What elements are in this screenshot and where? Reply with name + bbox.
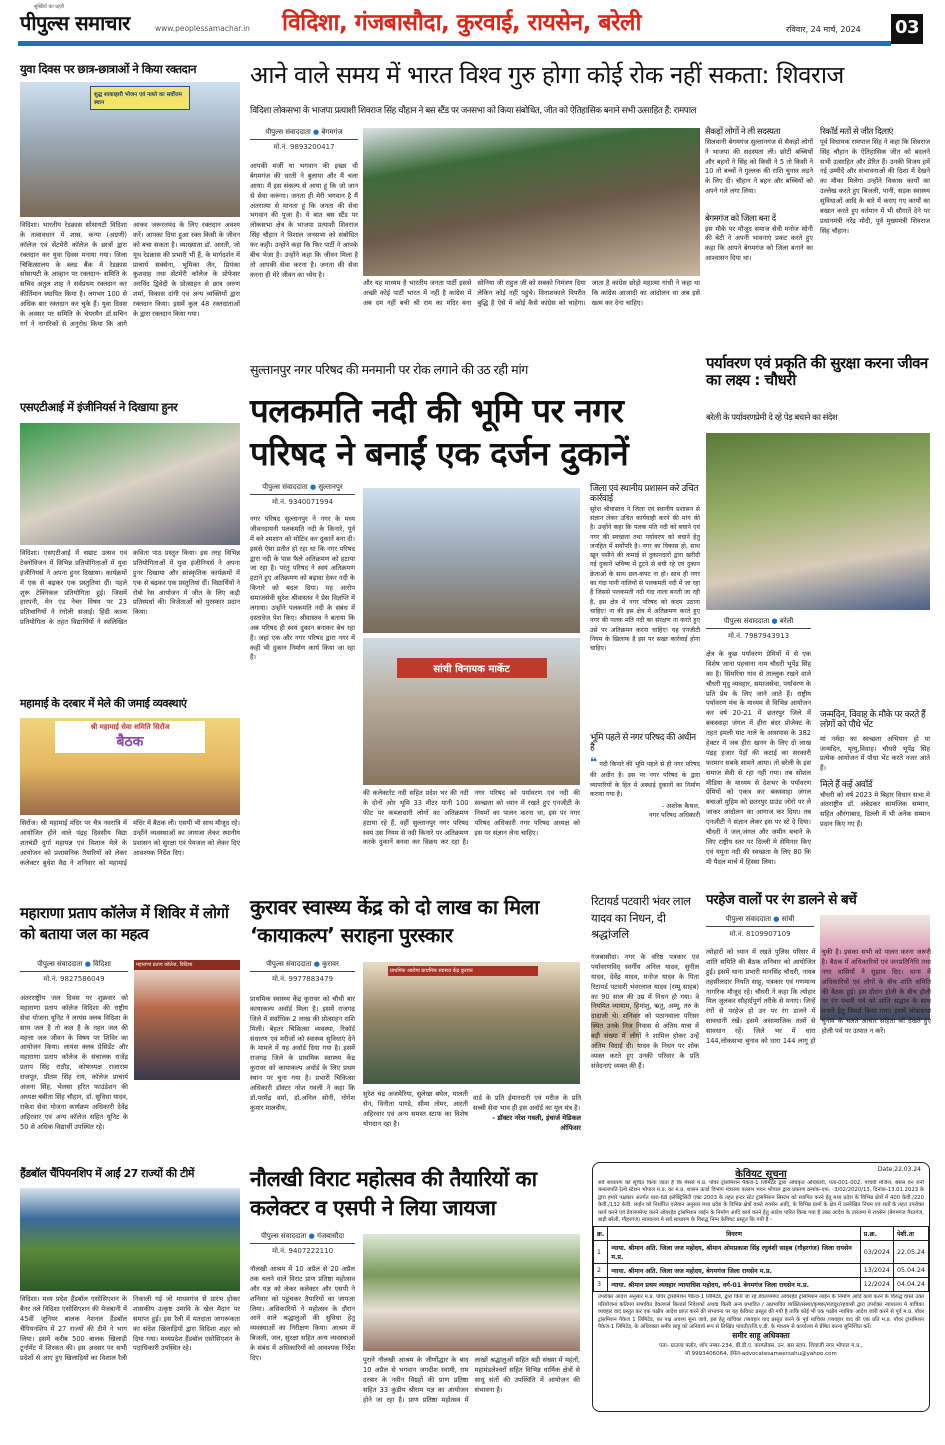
- reporter: पीपुल्स संवाददाता: [266, 960, 312, 968]
- palakmati-sidebar: [590, 484, 700, 819]
- chaudhary-photo: [706, 433, 930, 610]
- sidebar-text: सिलवानी बेगमगंज सुल्तानगंज से सैकड़ों लोगों ने भाजपा की सदस्यता ली। छोटी बच्चियों और बहनों ने सिंह को किसी ने 5 तो किसी ने 10 तो बच्चों ने गुल्लक की राशि चुनाव लड़ने के लिए दी। चौहान ने बहन और बच्चियों को अपने गले लगा लिया।: [705, 137, 813, 196]
- blood-donation-body: विदिशा। भारतीय रेडक्रास सोसायटी विदिशा के तत्वावधान में शास. कन्या (अग्रणी) कॉलेज एवं सेंटमेरी कॉलेज के छात्रों द्वारा रक्तदान कर युवा दिवस मनाया गया। जिला चिकित्सालय के ब्लड बैंक में रेडक्रास सोसायटी के आव्हान पर रक्तदान- समिति के सचिव अतुल शाह ने सर्वप्रथम रक्तदान कर कीर्तिमान स्थापित किया है। लगभग 100 से अधिक बार रक्तदान कर चुके हैं। युवा दिवस के अवसर पर समिति के चेयरमैन डॉ.सचिन गर्ग ने नागरिकों से अनुरोध किया कि आगे आकर जरूरतमंद के लिए रक्तदान अवश्य करें। आपका दिया हुआ रक्त किसी के जीवन को बचा सकता है। व्याख्याता डॉ. आरती, जो यूथ रेडक्रास की प्रभारी भी हैं, के मार्गदर्शन में प्राचार्य सक्सेना, भूमिका जैन, प्रियंका कुशवाह तथा सेंटमेरी कॉलेज के प्रोफेसर अरविंद द्विवेदी के प्रोत्साहन से छात्र अरुण शर्मा, विकास दांगी एवं अन्य व्यक्तियों द्वारा रक्तदान किया। इसमें कुल 48 रक्तदाताओं के द्वारा रक्तदान किया गया।: [20, 221, 240, 328]
- shivraj-subheadline: विदिशा लोकसभा के भाजपा प्रत्याशी शिवराज सिंह चौहान ने बस स्टैंड पर जनसभा को किया संबोधित, जीत को ऐतिहासिक बनाने सभी उत्साहित हैं: रामपाल: [250, 106, 696, 116]
- notice-intro: सर्व साधारण को सूचित किया जाता है कि मेसर्स म.प्र. पॉवर ट्रांसमिशन पैकेज-1 लिमिटेड द्वारा अधिकृत अधिकारी, पता-001-002, पांचवी मंजिल, बंसल वन रानी कमलापति रेल्वे स्टेशन भोपाल म.प्र. का म.प्र. शासन ऊर्जा विभाग मंत्रालय वल्लभ भवन भोपाल द्वारा प्रकरण क्रमांक-एफ. -3/02/2020/13, दिनांक-13.01.2023 के द्वारा हमारे पक्षकार अंतर्गत धारा-68 इलेक्ट्रिसिटी एक्ट 2003 के तहत इन्टर स्टेट ट्रांसमिशन सिस्टम को स्थापित करने हेतु मध्य प्रदेश के विभिन्न क्षेत्रों में 400 केवी./220 केवी./132 केवी. लाईन को निर्धारित एलेवान अनुसार मध्य प्रदेश के विभिन्न क्षेत्रों वास्ते रायसेन आदि, के विभिन्न ग्रामों के क्षेत्र में उल्लेखित नियम एवं शर्तों के तहत उपरोक्त कार्य करने एवं डेवलपमेण्ट करने ओवरहेड ट्रांसमिशन लाईन के निर्माण आदि कार्य करने हेतु आदेश पारित किया गया है उक्त आदेश के तारतम्य मे रायसेन (बेगमगंज गैरतगंज, बाड़ी बरेली, गौहरगंज) न्यायालय मे सर्व साधारण के विरुद्ध निम्न केवियट प्रस्तुत कि गयी है -: [598, 1180, 924, 1224]
- sidebar-text: पूर्व विधायक रामपाल सिंह ने कहा कि शिवराज सिंह चौहान के ऐतिहासिक जीत को बदलने सभी उत्साहित और प्रेरित हैं। उनकी विजय हमें नई उम्मीदें और संभावनाओं की दिशा में देखने का मौका मिलेगा उन्होंने विकास कार्यों का उल्लेख करते हुए बिजली, पानी, सड़क स्वास्थ्य सुविधाओं आदि के बारे में कराए गए कार्यों का बखान करते हुए वर्तमान में भी सौगातें देने पर प्रधानमंत्री नरेंद्र मोदी, पूर्व मुख्यमंत्री शिवराज सिंह चौहान।: [820, 137, 930, 235]
- place: गंजबासौदा: [317, 1232, 345, 1240]
- handball-photo: [20, 1188, 240, 1291]
- sidebar-heading: रिकॉर्ड मतों से जीत दिलाएं: [820, 127, 893, 137]
- maharana-byline: पीपुल्स संवाददाता ● विदिशा मो.नं. 9827586049: [20, 960, 128, 984]
- notice-date: Date:22.03.24: [877, 1166, 921, 1173]
- chaudhary-body: क्षेत्र के कुछ पर्यावरण प्रेमियों में से एक विशेष जाना पहचाना नाम चौधरी भूपेंद्र सिंह का है। सिमरिया गांव से ताल्लुक रखने वाले चौधरी मृदु व्यवहार, समाजसेवा, पर्यावरण के प्रति प्रेम के लिए जाने जाते हैं। राष्ट्रीय पर्यावरण मंच के माध्यम से विभिन्न आयोजन कर वर्ष 20-21 में छतरपुर जिले में बकस्वाहा जंगल में हीरा बंदर प्रोजेक्ट के तहत इमली घाट नाले के आसपास के 382 हेक्टर में जब हीरा खनन के लिए दो लाख पंद्रह हजार पेड़ों की कटाई का सरकारी फरमान सबके सामने आया। तो बरेली के इस समाज सेवी से रहा नहीं गया। तब सोशल मीडिया के माध्यम से देशभर के पर्यावरण प्रेमियों को एकत्र कर बकस्वाहा जंगल बचाओ मुहिम को छतरपुर ग्राउंड जोरो पर ले जाकर आंदोलन का आगाज कर दिया। तब एनजीटी ने संज्ञान लेकर इस पर स्टे दे दिया। चौधरी ने जल,जंगल और जमीन बचाने के लिए राष्ट्रीय स्तर पर दिल्ली मे सेमिनार किए एवं यमुना नदी की स्वच्छता के लिए 80 कि मी पैदल मार्च में हिस्सा लिया।: [706, 650, 811, 866]
- kurawar-byline: पीपुल्स संवाददाता ● कुरावर मो.नं. 9977883479: [250, 960, 355, 984]
- website-link[interactable]: www.peoplessamachar.in: [155, 24, 250, 33]
- quote-author: - डॉक्टर नरेश गवली, इंचार्ज मेडिकल ऑफिसर: [492, 1113, 581, 1132]
- newspaper-logo: पीपुल्स समाचार: [20, 11, 130, 35]
- reporter: पीपुल्स संवाददाता: [265, 128, 311, 136]
- banner-text: प्राथमिक आरोग्य प्राथमिक स्वास्थ्य केंद्र कुरावर: [388, 966, 538, 976]
- reporter-mobile: मो.नं. 9827586049: [43, 975, 105, 983]
- banner-text: महाराणा प्रताप कॉलेज, विदिशा: [134, 960, 240, 970]
- sidebar-text: इस मौके पर मौजूद समाज सेवी मनोज सोनी की बेटी ने अपनी भावनाएं प्रकट करते हुए कहा कि आपने बेगमगंज को जिला बनाने का आश्वासन दिया था।: [705, 224, 813, 263]
- patwari-body: गंजबासौदा। नगर के वरिष्ठ पत्रकार एवं पर्यावरणविद् स्वर्गीय अनिल यादव, सुनील यादव, देवेंद्र यादव, मनोज यादव के पिता रिटायर्ड पटवारी भंवरलाल यादव (रम्मू साहब) का 90 साल की उम्र में निधन हो गया। वे नियमित व्यायाम, हिमांशु, ऋतु, अम्मू, तरु के दादाजी थे। शनिवार को पठानवाला परिसर स्थित उनके निज निवास से अंतिम यात्रा में बड़ी संख्या में लोगों ने शामिल होकर उन्हें अंतिम विदाई दी। यादव के निधन पर शोक व्यक्त करते हुए उनकी परिवार के प्रति संवेदनाएं व्यक्त की हैं।: [591, 953, 699, 1070]
- mahamai-body: सिरोंज। श्री महामाई मंदिर पर चैत्र नवरात्रि में आयोजित होने वाले पंद्रह दिवसीय विद्या शतचंडी दुर्गा महायज्ञ एवं विशाल मेले के आयोजन को प्रशासनिक तैयारियों को लेकर कलेक्टर बुधेश वैद्य ने शनिवार को महामाई मंदिर में बैठक ली। एसपी भी साथ मौजूद रहे। उन्होंने व्यवस्थाओं का जायजा लेकर स्थानीय प्रशासन को सुरक्षा एवं पेयजल को लेकर दिए आवश्यक निर्देश दिए।: [20, 819, 240, 867]
- sidebar-heading: सैकड़ों लोगों ने ली सदस्यता: [705, 127, 781, 137]
- palakmati-kicker: सुल्तानपुर नगर परिषद की मनमानी पर रोक लगाने की उठ रही मांग: [250, 362, 528, 377]
- sidebar-heading: मिले हैं कई अवॉर्ड: [820, 780, 873, 791]
- shivraj-sidebar-1: [705, 128, 813, 325]
- place: बेगमगंज: [321, 128, 343, 136]
- quote-author-role: नगर परिषद अधिकारी: [649, 811, 700, 820]
- shivraj-byline: पीपुल्स संवाददाता ● बेगमगंज मो.नं. 9893200417: [250, 128, 358, 152]
- palakmati-byline: पीपुल्स संवाददाता ● सुल्तानपुर मो.नं. 9340071994: [250, 483, 355, 507]
- sati-photo: [20, 423, 240, 545]
- kurawar-award-photo: [363, 962, 580, 1084]
- market-sign: सांची विनायक मार्केट: [397, 658, 547, 678]
- place: सांची: [781, 915, 795, 923]
- palakmati-headline: पलकमति नदी की भूमि पर नगर परिषद ने बनाईं एक दर्जन दुकानें: [250, 391, 629, 473]
- notice-signatory: समीर साहू अधिवक्ता: [732, 1331, 790, 1341]
- maharana-photo: [134, 960, 240, 1080]
- sidebar-heading: जिला एवं स्थानीय प्रशासन करे उचित कार्रवाई: [590, 484, 699, 505]
- notice-contact: मो 9993406064, ईमेल-advocatesameersahu@yahoo.com: [685, 1351, 837, 1358]
- table-row: 1 न्याया. श्रीमान अति. जिला जज महोदय, श्रीमान ओमप्रकाश सिंह रघुवंशी साहब (गौहरगंज) जिला रायसेन म.प्र. 03/2024 22.05.24: [594, 1241, 929, 1264]
- handball-body: विदिशा। मध्य प्रदेश हैंडबॉल एसोसिएशन के बैनर तले विदिशा एसोसिएशन की मेजबानी में 45वीं जूनियर बालक नेशनल हैंडबॉल चैंपियनशिप में 27 राज्यों की टीमें ने भाग लिया। इसमें करीब 500 बालक खिलाड़ी टूर्नामेंट में शिरकत की। इस अवसर पर सभी प्रदेशों से आए हुए खिलाड़ियों का विशाल रैली निकाली गई जो माधवगंज से प्रारंभ होकर शासकीय उत्कृष्ट उमावि के खेल मैदान पर समाप्त हुई। इस रैली में मतदाता जागरूकता का संदेश खिलाड़ियों द्वारा विदिशा शहर को दिया गया। मध्यप्रदेश हैंडबॉल एसोसिएशन के पदाधिकारी उपस्थित रहे।: [20, 1295, 240, 1363]
- holi-byline: पीपुल्स संवाददाता ● सांची मो.नं. 8109907109: [706, 915, 814, 939]
- column-header: क्र.: [594, 1227, 608, 1241]
- market-gate-photo: [363, 638, 580, 785]
- reporter-mobile: मो.नं. 9407222110: [271, 1247, 334, 1255]
- chaudhary-byline: पीपुल्स संवाददाता ● बरेली मो.नं. 7987943913: [706, 617, 811, 641]
- kurawar-body: प्राथमिक स्वास्थ्य केंद्र कुरावर को चौथी बार कायाकल्प अवॉर्ड मिला है। इसमें राजगढ़ जिले में सर्वाधिक 2 लाख की प्रोत्साहन राशि मिली। बेहतर चिकित्सा व्यवस्था, रिकॉर्ड संधारण एवं मरीजों को स्वास्थ्य सुविधाएं देने के मामले में यह अवॉर्ड दिया गया है। इसमें राजगढ़ जिले के प्राथमिक स्वास्थ्य केंद्र कुरावर को कायाकल्प अवॉर्ड के लिए प्रथम स्थान पर चुना गया है। प्रभारी चिकित्सा अधिकारी डॉक्टर नरेश गवली ने कहा कि डॉ.परमेंद्र वर्मा, डॉ.अनिल सोनी, योगेश कुमार मालवीय,: [250, 995, 355, 1112]
- notice-body: उपरोक्त आदेश अनुसार म.प्र. पॉवर ट्रांसमिशन पैकेज-1 लिमिटेड, द्वारा किये जा रहे डेवलपमेण्ट ओवरहेड ट्रांसमिशन लाईन के निर्माण आदि कार्य करने के विरुद्ध वास्ते उक्त परियोजना कतिपय संभावित डेवलपर्स बिल्डर्स निवेशकों अथवा किसी अन्य प्रभावित / अप्रभावित व्यक्ति/संस्था/कृषक/मजदूर/रहवासी द्वारा उपरोक्त न्यायालय मे याचिका व्यवहार वाद प्रस्तुत कर एक पक्षीय आदेश प्राप्त करने की संभावना पर यह केवियट प्रस्तुत की गयी है ताकि कोई भी एक पक्षीय न्यायिक आदेश जारी करने से पूर्व म.प्र. पॉवर ट्रांसमिशन पैकेज 1 लिमिटेड, का पक्ष अवश्य सुना जावे, इस हेतु याचिका /व्यवहार वाद प्रस्तुत करने के पूर्व याचिका /व्यवहार वाद की एक प्रति म.प्र. पॉवर ट्रांसमिशन पैकेज-1 लिमिटेड, के अधिवक्ता समीर साहू को अनिवार्य रूप से लिखित पावती/रजि.ए.डी. के माध्यम से कार्यालय मे प्रेषित करना सुनिश्चित करें।: [598, 1294, 924, 1331]
- naulakhi-headline: नौलखी विराट महोत्सव की तैयारियों का कलेक्टर व एसपी ने लिया जायजा: [250, 1167, 537, 1221]
- masthead-rule: [18, 41, 891, 46]
- photo-banner: शुद्ध शाकाहारी भोजन एवं नाश्ते का सर्वोत्तम स्थान: [90, 86, 190, 110]
- shivraj-rally-photo: [363, 128, 700, 276]
- reporter: पीपुल्स संवाददाता: [260, 1232, 307, 1240]
- column-header: विवरण: [608, 1227, 861, 1241]
- reporter-mobile: मो.नं. 8109907109: [729, 930, 791, 938]
- masthead-tagline: सुर्खियों का प्रहरी: [34, 4, 65, 10]
- mahamai-photo: [20, 718, 240, 815]
- blood-donation-photo: [20, 82, 240, 217]
- reporter-mobile: मो.नं. 7987943913: [727, 632, 790, 640]
- palakmati-body-continued: की कलेक्टरेट नदी सहित प्रदेश भर की नदी के दोनों ओर भूमि 33 मीटर यानी 100 फीट पर कब्जाधारी लोगों का अतिक्रमण हटाया रहे हैं, वहीं सुल्तानपुर नगर परिषद स्वयं उस नियम से नदी किनारे पर अतिक्रमण करके दुकानें बनवा कर विक्रय कर रहा है। नगर परिषद को पर्यावरण एवं नदी की स्वच्छता को ध्यान में रखते हुए एनजीटी के नियमों का पालन करना था, इस पर नगर परिषद अधिकारी नगर परिषद अध्यक्ष को इस पर संज्ञान लेना चाहिए।: [363, 789, 580, 847]
- reporter: पीपुल्स संवाददाता: [262, 483, 308, 491]
- blood-donation-headline: युवा दिवस पर छात्र-छात्राओं ने किया रक्तदान: [20, 62, 197, 76]
- naulakhi-inspection-photo: [363, 1234, 580, 1351]
- reporter: पीपुल्स संवाददाता: [37, 960, 83, 968]
- chaudhary-sidebar: [820, 710, 930, 830]
- sidebar-heading: बेगमगंज को जिला बना दें: [705, 213, 776, 224]
- sidebar-heading: जन्मदिन, विवाह के मौके पर करते हैं लोगों को पौधे भेंट: [820, 710, 926, 731]
- maharana-headline: महाराणा प्रताप कॉलेज में शिविर में लोगों को बताया जल का महत्व: [20, 904, 229, 943]
- caveat-notice: [592, 1162, 930, 1412]
- sidebar-heading: भूमि पहले से नगर परिषद की अधीन है: [590, 732, 696, 754]
- issue-date: रविवार, 24 मार्च, 2024: [786, 25, 861, 34]
- reporter: पीपुल्स संवाददाता: [723, 617, 770, 625]
- shivraj-headline: आने वाले समय में भारत विश्व गुरु होगा कोई रोक नहीं सकता: शिवराज: [250, 61, 844, 89]
- holi-body: त्योहारों को ध्यान में रखते पुलिस परिसर में शांति समिति की बैठक शनिवार को आयोजित हुई। इसमें थाना प्रभारी मानसिंह चौधरी, नायब तहसीलदार नियति साहू, पत्रकार एवं गणमान्य नागरिक मौजूद रहे। चौधरी ने कहा कि त्योहार मिल जुलकर सौहार्दपूर्ण तरीके से मनाएं। जिन्हें रंगों से परहेज हो उन पर रंग डालने में सावधानी रखें। इसमें असामाजिक तत्वों से सावधान रहें। जिले भर में धारा 144,लोकसभा चुनाव को धारा 144 लागू हो चुकी है। इसका सभी को पालन करना जरूरी है। बैठक में अधिकारियों एवं जनप्रतिनिधि तथा नगर वासियों ने सुझाव दिए। थाना में अधिकारियों एवं लोगों के बीच शांति समिति की बैठक हुई। इस दौरान होली के बीच होली पर रंग पंचमी पर्व को शांति सद्भाव के साथ मनाने हेतु विमर्श किया गया। इसमें लोकसभा चुनाव के चलते आचार संहिता को देखते हुए होली पर्व पर उत्पात न करें।: [706, 948, 931, 1046]
- masthead: [0, 0, 945, 46]
- sidebar-text: चौधरी को वर्ष 2023 मे बिहार विधान सभा मे अंतराष्ट्रीय डॉ. अंबेडकर सामजिक सम्मान, सहित औरंगाबाद, दिल्ली में भी अनेक सम्मान प्रदान किए गए हैं।: [820, 790, 930, 829]
- banner-text: बैठक: [116, 734, 144, 750]
- kurawar-headline: कुरावर स्वास्थ्य केंद्र को दो लाख का मिला ‘कायाकल्प’ सराहना पुरस्कार: [250, 895, 539, 947]
- official-quote: [590, 753, 700, 799]
- reporter: पीपुल्स संवाददाता: [725, 915, 772, 923]
- shivraj-body: आपकी मर्जी या भगवान की इच्छा थी बेगमगंज की धरती ने बुलाया और मैं चला आया। मैं इस संकल्प से आया हूं कि जो जान से सेवा करूंगा। जनता ही मेरी भगवान है मैं अंतरात्मा से मानता हूं कि जनता की सेवा भगवान की पूजा है। ये बात बस स्टैंड पर लोकसभा क्षेत्र के भाजपा प्रत्याशी शिवराज सिंह चौहान ने विशाल जनसभा को संबोधित कर कही। उन्होंने कहा कि फिर पार्टी ने आपके बीच भेजा है। उन्होंने कहा कि जीवन मिला है तो आपकी सेवा करना है। जनता की सेवा करना ही मेरे जीवन का ध्येय है।: [250, 162, 358, 279]
- sidebar-text: सुरेश श्रीवास्तव ने जिला एवं स्थानीय प्रशासन से संज्ञान लेकर उचित कार्यवाही करने की मांग की है। उन्होंने कहा कि पलक मति नदी को बचाने एवं नगर की स्वच्छता तथा पर्यावरण को बचाने हेतु जनहित में सर्वोपरि है। नगर का विकास हो, साथ खून पसीने की कमाई से दुकानदारों द्वारा खरीदी गई दुकानें भविष्य में टूटने से बची रहे एवं दुकान क्रेताओं के साथ छल-कपट ना हो। साथ ही नगर का गंदा पानी नालियों से पलकमती नदी में जा रहा है जिससे पलकमती नदी गंदा नाला बनती जा रही है, इस क्षेत्र में नगर परिषद को कदम उठाना चाहिए! ना की इस क्षेत्र में अतिक्रमण करते हुए नगर की पलक मति नदी का संरक्षण ना करते हुए उसे पर अतिक्रमन करना चाहिए! यह एनजीटी नियम के खिलाफ है इस पर सख्त कार्रवाई होना चाहिए।: [590, 505, 700, 653]
- shivraj-body-continued: और यह माध्यम है भारतीय जनता पार्टी इससे अच्छी कोई पार्टी भारत में नहीं है कांग्रेस में अब दम नहीं बची श्री राम का मंदिर बना सोनिया जी राहुल जी को सबको निमंत्रण दिया लेकिन कोई नहीं पहुंचे। विनाशकाले विपरीत बुद्धि है ऐसे में कोई कैसे कांग्रेस को चाहेगा। जाता है कांग्रेस छोड़ो महात्मा गांधी ने कहा था कि कांग्रेस आजादी का आंदोलन था अब इसे खत्म कर देना चाहिए।: [363, 279, 700, 307]
- reporter-mobile: मो.नं. 9977883479: [271, 975, 334, 983]
- place: विदिशा: [93, 960, 111, 968]
- place: बरेली: [779, 617, 794, 625]
- quote-icon: ❝: [590, 755, 598, 770]
- maharana-body: अंतरराष्ट्रीय जल दिवस पर शुक्रवार को महाराणा प्रताप कॉलेज विदिशा की राष्ट्रीय सेवा योजना यूनिट ने लायंस क्लब विदिशा के साथ जल है तो कल है के तहत जल की महत्ता जल जीवन के विषय पर शिविर का आयोजन किया। लायंस क्लब प्रेसिडेंट और महाराणा प्रताप कॉलेज के संचालक राजेंद्र प्रताप सिंह राठौड़, कोषाध्यक्ष राजाराम राजपूत, प्रीतम सिंह राय, कॉलेज प्राचार्य अंजना सिंह, भेलसा हरित फाउंडेशन की अध्यक्ष बबीता सिंह चौहान, डॉ. सुविधा यादव, राकेश सेवा योजना कार्यक्रम अधिकारी देवेंद्र अहिरवार एवं अन्य कॉलेज सहित यूनिट के 50 से अधिक विद्यार्थी उपस्थित रहे।: [20, 994, 128, 1131]
- palakmati-body: नगर परिषद सुल्तानपुर ने नगर के मध्य जीवनदायनी पलकमति नदी के किनारे, पूर्व में बने श्मशान को मोटिव कर दुकानें बना दी। इससे ऐसा प्रतीत हो रहा था कि नगर परिषद द्वारा नदी के पास फैले अतिक्रमण को हटाया जा रहा है। परंतु परिषद ने स्वयं अतिक्रमण हटाने हुए अतिक्रमण को बढ़ावा देकर नदी के किनारे को बदल दिया। यह आरोप समाजसेवी सुरेश श्रीवास्तव ने प्रेस विज्ञप्ति में लगाया। उन्होंने पलकमति नदी के संबंध में दस्तावेज पेश किए। श्रीवास्तव ने बताया कि अब परिषद ही स्वयं दुकान बनाकर बेच रहा है। जहां एक और नगर परिषद द्वारा नगर में कहीं भी दुकान निर्माण कार्य किया जा रहा है।: [250, 515, 355, 662]
- patwari-headline: रिटायर्ड पटवारी भंवर लाल यादव का निधन, दी श्रद्धांजलि: [591, 894, 691, 942]
- shivraj-sidebar-2: [820, 128, 930, 338]
- notice-title: केवियट सूचना: [735, 1169, 787, 1180]
- kurawar-quote: [473, 1094, 581, 1134]
- table-row: 3 न्याया. श्रीमान प्रथम व्यवहार न्यायाधिश महोदय, वर्ग-01 बेगमगंज जिला रायसेन म.प्र. 12/2024 04.04.24: [594, 1278, 929, 1292]
- naulakhi-byline: पीपुल्स संवाददाता ● गंजबासौदा मो.नं. 9407222110: [250, 1232, 355, 1256]
- handball-headline: हैंडबॉल चैंपियनशिप में आईं 27 राज्यों की टीमें: [20, 1167, 194, 1180]
- reporter-mobile: मो.नं. 9340071994: [271, 498, 334, 506]
- naulakhi-body: नौलखी आश्रम में 10 अप्रैल से 20 अप्रैल तक चलने वाले विराट प्राण प्रतिष्ठा महोत्सव और यज्ञ को लेकर कलेक्टर और एसपी ने शनिवार को पहुंचकर तैयारियों का जायजा लिया। अधिकारियों ने महोत्सव के दौरान आने वाले श्रद्धालुओं की सुविधा हेतु व्यवस्थाओं का निरीक्षण किया। आश्रम में बिजली, जल, सुरक्षा सहित अन्य व्यवस्थाओं के संबंध में अधिकारियों को आवश्यक निर्देश दिए।: [250, 1265, 355, 1363]
- shops-photo: [363, 488, 580, 633]
- notice-address: पता- ग्राउण्ड फ्लोर, शॉप नम्बर-234, बी.डी.ए. काम्प्लेक्स, उन. बस स्टाप, शिवाजी नगर भोपाल म.प्र.,: [659, 1343, 863, 1350]
- quote-text: नदी किनारे की भूमि पहले से ही नगर परिषद की अधीन है। इस पर नगर परिषद के द्वारा व्यापारियों के हित में अस्थाई दुकानों का निर्माण कराया गया है।: [590, 761, 700, 798]
- edition-title: विदिशा, गंजबासौदा, कुरवाई, रायसेन, बरेली: [282, 10, 641, 36]
- place: सुल्तानपुर: [318, 483, 343, 491]
- kurawar-body-continued: सुरेश चंद्र अजमेरिया, सुलेखा बघेल, मालती सेन, विनीता पाण्डे, सीमा तोमर, आरती अहिरवार एवं अन्य समस्त स्टाफ का विशेष योगदान रहा है।: [363, 1090, 468, 1128]
- naulakhi-body-continued: पुराने नौलखी आश्रम के जीर्णोद्धार के बाद 10 अप्रैल से भगवान जगदीश स्वामी, राम दरबार के नवीन विग्रहों की प्राण प्रतिष्ठा सहित 33 कुंडीय श्रीराम यज्ञ का आयोजन होने जा रहा है। प्राण प्रतिष्ठा महोत्सव में लाखों श्रद्धालुओं सहित बड़ी संख्या में महंतों, महामंडलेश्वरों सहित विभिन्न धार्मिक क्षेत्रों से साधु संतों की उपस्थिति में आयोजन की संभावना है।: [363, 1356, 580, 1404]
- sidebar-text: मां नर्मदा का स्वच्छता अभियान हो या जन्मदिन, मृत्यु,विवाह। चौधरी भूपेंद्र सिंह प्रत्येक आयोजन में पौधा भेंट करते नजर आते हैं।: [820, 734, 930, 773]
- banner-text: श्री महामाई सेवा समिति सिरोंज: [90, 723, 170, 731]
- quote-author: - अशोक कैथल,: [661, 802, 700, 811]
- quote-text: वार्ड के प्रति ईमानदारी एवं मरीज के प्रति सच्ची सेवा भाव ही इस अवॉर्ड का मूल मंत्र है।: [473, 1094, 581, 1112]
- chaudhary-headline: पर्यावरण एवं प्रकृति की सुरक्षा करना जीवन का लक्ष्य : चौधरी: [706, 354, 928, 390]
- column-header: पेशी.ता: [893, 1227, 928, 1241]
- caveat-table: [593, 1226, 929, 1292]
- sati-headline: एसएटीआई में इंजीनियर्स ने दिखाया हुनर: [20, 400, 178, 414]
- holi-headline: परहेज वालों पर रंग डालने से बचें: [706, 892, 857, 908]
- column-header: प्र.क्र.: [860, 1227, 893, 1241]
- table-row: 2 न्याया. श्रीमान अति. जिला जज महोदय, बेगमगंज जिला रायसेन म.प्र. 13/2024 05.04.24: [594, 1264, 929, 1278]
- sati-body: विदिशा। एसएटीआई में सम्राट उत्सव एवं टेक्नोविजन में विभिन्न प्रतियोगिताओं में युवा इंजीनियर्स ने अपना हुनर दिखाया। कार्यक्रमों में एक से बढ़कर एक प्रस्तुतियां दीं। पहले शुरू टेक्निकल प्रतियोगिता हुई। जिसमें हारपनी, मेन एंड नेचर विषय पर 23 प्रतिभागियों ने रंगोली सजाई। हिंदी काव्य प्रतियोगिता के तहत विद्यार्थियों ने स्वलिखित कविता पाठ प्रस्तुत किया। इस तरह विभिन्न प्रतियोगिताओं में युवा इंजीनियर्स ने अपना हुनर दिखाया और सांस्कृतिक कार्यक्रमों में एक से बढ़कर एक प्रस्तुतियां दीं। विद्यार्थियों ने रोबो रेस आयोजन में जीत के लिए कड़ी प्रतिस्पर्धा की। विजेताओं को पुरस्कार प्रदान किया।: [20, 549, 240, 627]
- place: कुरावर: [322, 960, 339, 968]
- reporter-mobile: मो.नं. 9893200417: [273, 143, 335, 151]
- mahamai-headline: महामाई के दरबार में मेले की जमाई व्यवस्थाएं: [20, 697, 187, 710]
- page-number: 03: [891, 14, 923, 44]
- chaudhary-subheadline: बरेली के पर्यावरणप्रेमी दे रहे पेड़ बचाने का संदेश: [706, 413, 838, 423]
